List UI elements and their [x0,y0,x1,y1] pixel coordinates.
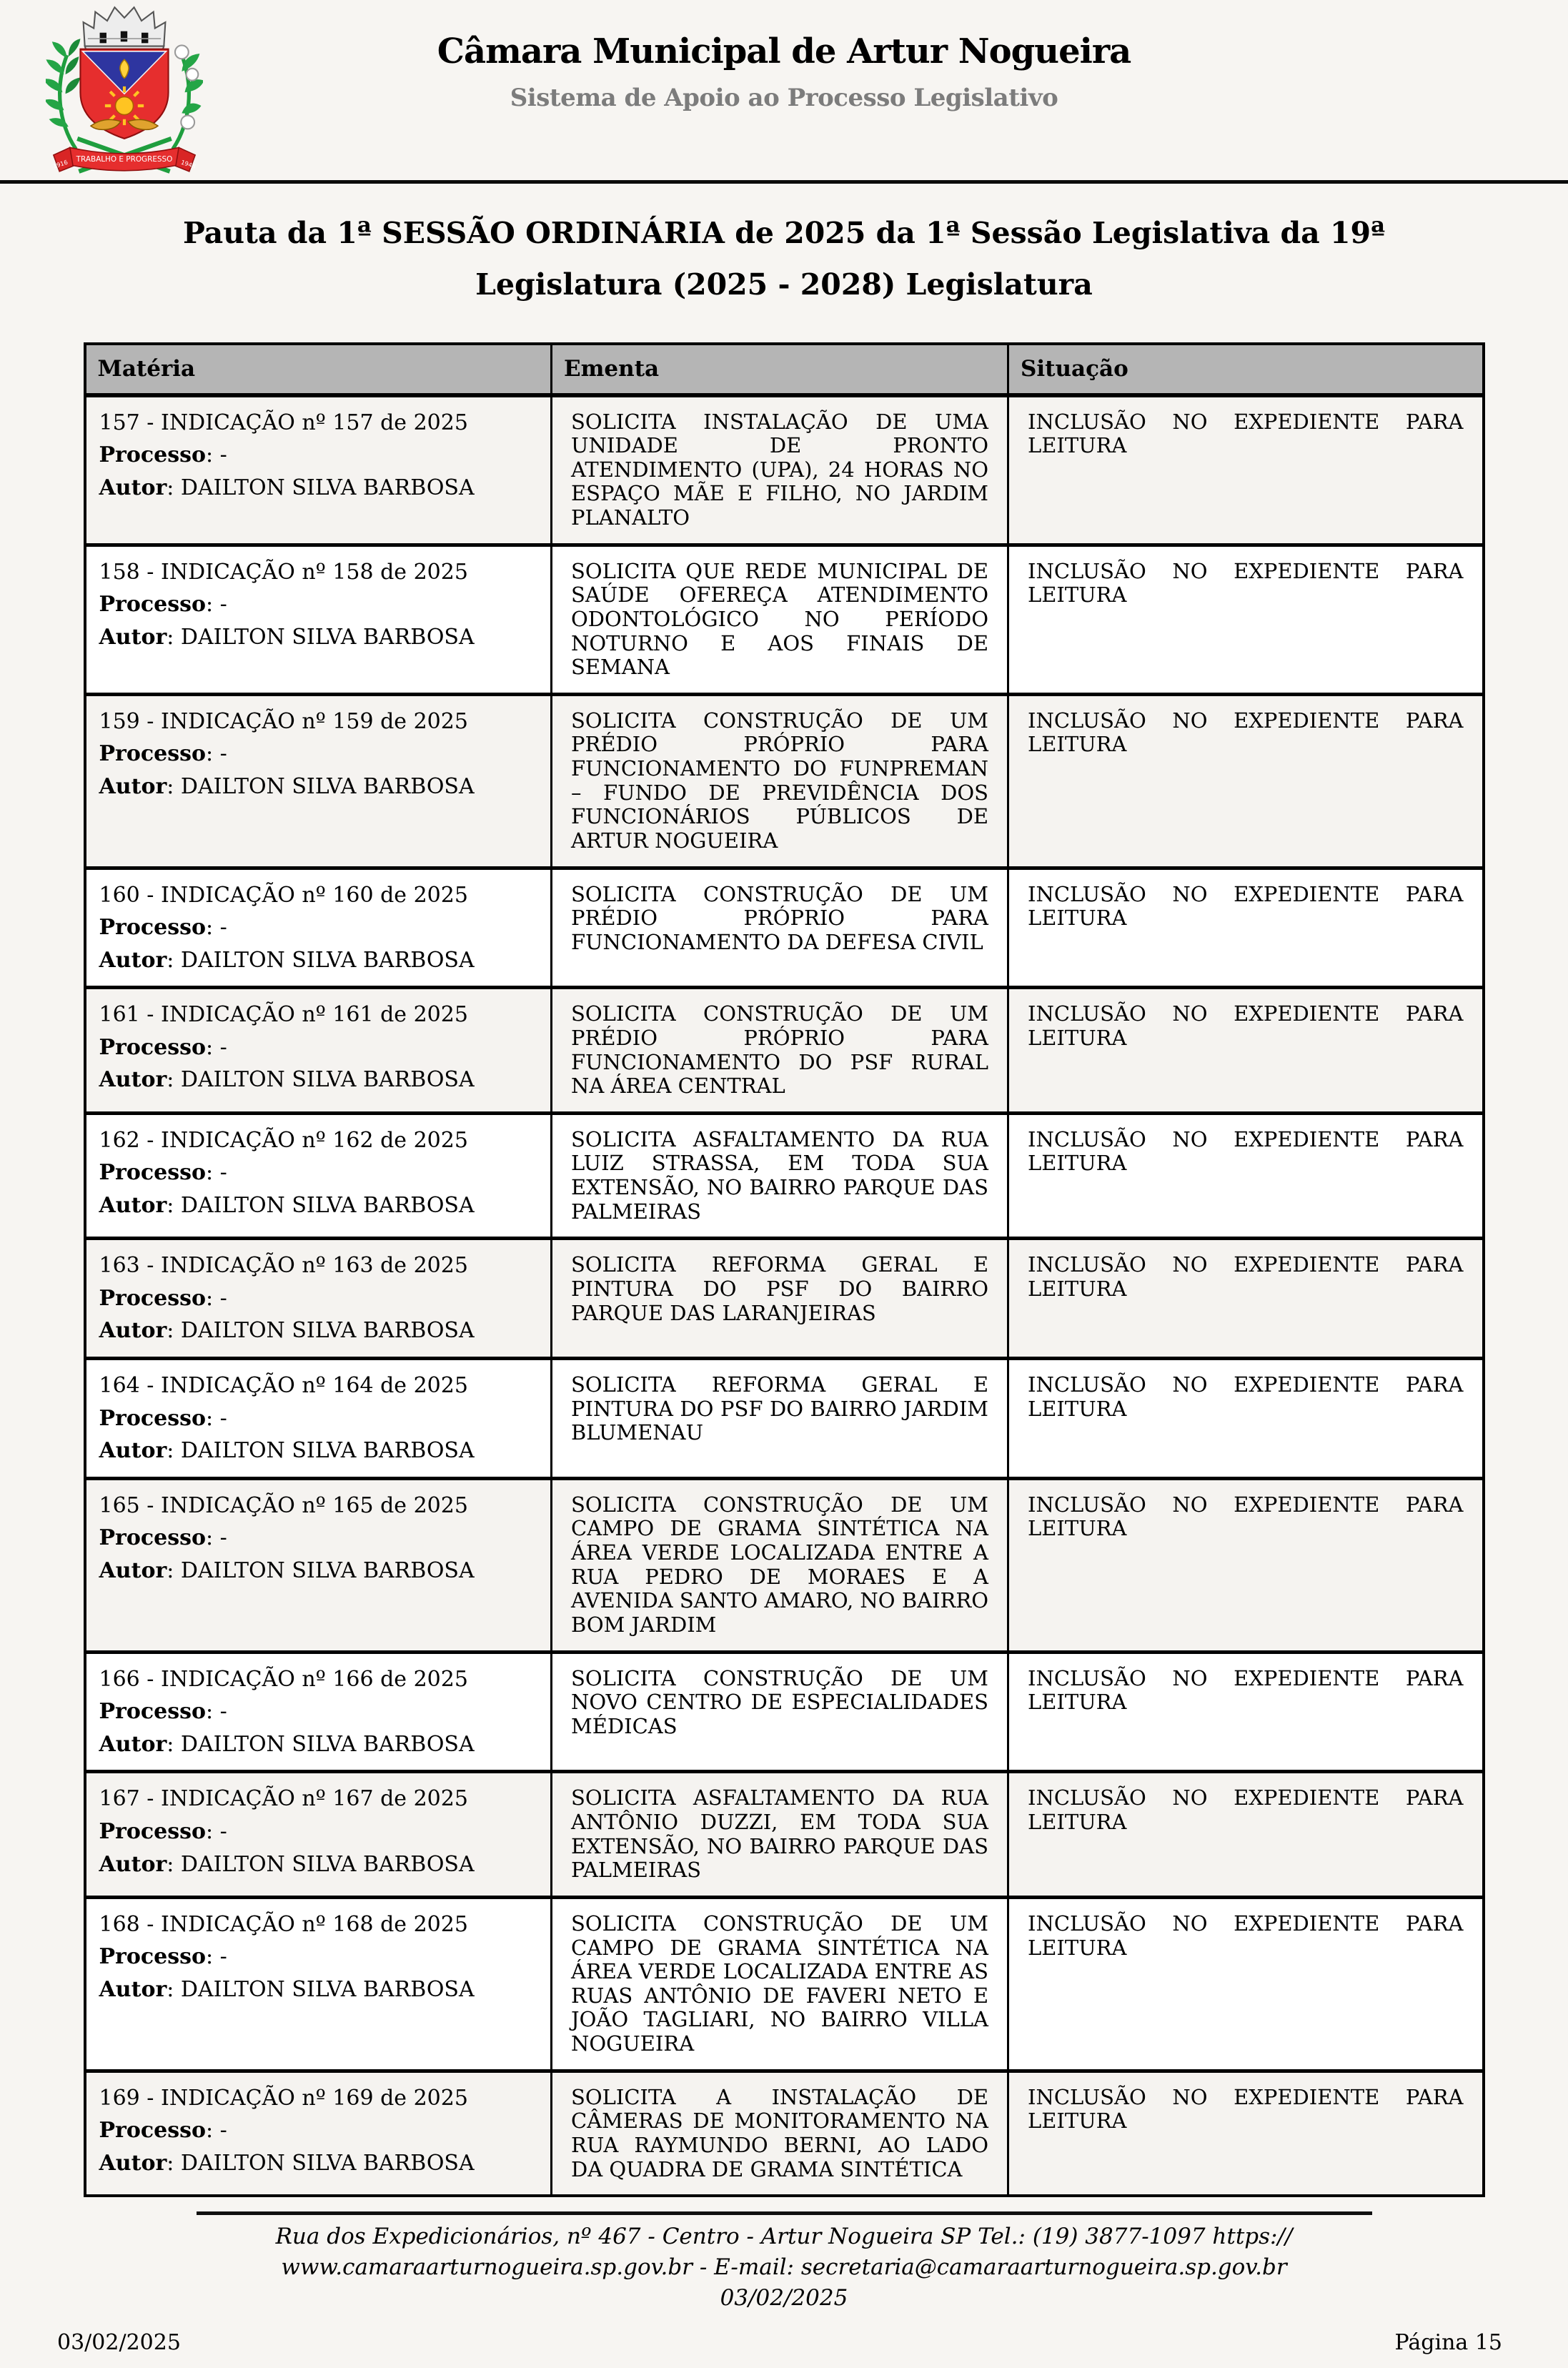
autor-value: : DAILTON SILVA BARBOSA [167,2150,475,2176]
footer-address-line1: Rua dos Expedicionários, nº 467 - Centro - Artur Nogueira SP Tel.: (19) 3877-1097 https:// [275,2224,1293,2249]
autor-value: : DAILTON SILVA BARBOSA [167,624,475,650]
processo-value: : - [206,741,227,767]
autor-label: Autor [99,475,167,500]
processo-line [99,1034,538,1062]
processo-label: Processo [99,1405,207,1431]
materia-cell [85,1652,552,1772]
materia-title: 169 - INDICAÇÃO nº 169 de 2025 [99,2085,468,2111]
table-row [85,395,1484,545]
situacao-cell: INCLUSÃO NO EXPEDIENTE PARA LEITURA [1008,1772,1484,1898]
shield-icon [80,49,168,139]
materia-title: 158 - INDICAÇÃO nº 158 de 2025 [99,559,468,585]
processo-label: Processo [99,1818,207,1844]
ementa-cell: SOLICITA CONSTRUÇÃO DE UM PRÉDIO PRÓPRIO PARA FUNCIONAMENTO DO PSF RURAL NA ÁREA CENTRAL [552,988,1008,1114]
agenda-table-body [85,395,1484,2196]
table-row [85,1359,1484,1479]
materia-cell [85,694,552,868]
processo-value: : - [206,915,227,941]
autor-label: Autor [99,1067,167,1093]
autor-line [99,1066,538,1094]
motto-text: TRABALHO E PROGRESSO [76,155,173,164]
materia-title: 161 - INDICAÇÃO nº 161 de 2025 [99,1002,468,1028]
situacao-cell: INCLUSÃO NO EXPEDIENTE PARA LEITURA [1008,988,1484,1114]
processo-label: Processo [99,592,207,618]
year-right-text: 1948 [179,158,197,170]
processo-line [99,1698,538,1726]
autor-value: : DAILTON SILVA BARBOSA [167,1067,475,1093]
materia-title: 157 - INDICAÇÃO nº 157 de 2025 [99,410,468,435]
autor-value: : DAILTON SILVA BARBOSA [167,1731,475,1757]
table-row [85,988,1484,1114]
processo-line [99,1524,538,1552]
situacao-cell: INCLUSÃO NO EXPEDIENTE PARA LEITURA [1008,868,1484,988]
materia-cell [85,1897,552,2071]
autor-line [99,1976,538,2004]
autor-line [99,1437,538,1465]
materia-title: 166 - INDICAÇÃO nº 166 de 2025 [99,1666,468,1692]
situacao-cell: INCLUSÃO NO EXPEDIENTE PARA LEITURA [1008,1239,1484,1359]
autor-value: : DAILTON SILVA BARBOSA [167,1977,475,2003]
table-row [85,868,1484,988]
ementa-cell: SOLICITA ASFALTAMENTO DA RUA LUIZ STRASSA, EM TODA SUA EXTENSÃO, NO BAIRRO PARQUE DAS PALMEIRAS [552,1113,1008,1239]
ementa-cell: SOLICITA CONSTRUÇÃO DE UM PRÉDIO PRÓPRIO PARA FUNCIONAMENTO DO FUNPREMAN – FUNDO DE PREVIDÊNCIA DOS FUNCIONÁRIOS PÚBLICOS DE ARTUR NOGUEIRA [552,694,1008,868]
column-header-materia: Matéria [85,344,552,395]
autor-label: Autor [99,773,167,799]
ementa-cell: SOLICITA CONSTRUÇÃO DE UM CAMPO DE GRAMA SINTÉTICA NA ÁREA VERDE LOCALIZADA ENTRE AS RUAS ANTÔNIO DE FAVERI NETO E JOÃO TAGLIARI, NO BAIRRO VILLA NOGUEIRA [552,1897,1008,2071]
processo-value: : - [206,592,227,618]
ementa-cell: SOLICITA REFORMA GERAL E PINTURA DO PSF DO BAIRRO PARQUE DAS LARANJEIRAS [552,1239,1008,1359]
table-row [85,1113,1484,1239]
materia-cell [85,988,552,1114]
autor-value: : DAILTON SILVA BARBOSA [167,475,475,500]
materia-cell [85,1478,552,1652]
autor-line [99,474,538,502]
materia-title: 163 - INDICAÇÃO nº 163 de 2025 [99,1253,468,1279]
processo-label: Processo [99,2118,207,2144]
autor-label: Autor [99,624,167,650]
organization-subtitle: Sistema de Apoio ao Processo Legislativo [510,83,1058,112]
autor-label: Autor [99,947,167,973]
table-row [85,1239,1484,1359]
processo-line [99,1284,538,1313]
processo-label: Processo [99,741,207,767]
page-title [0,208,1568,311]
processo-value: : - [206,1285,227,1311]
processo-label: Processo [99,1525,207,1551]
ementa-cell: SOLICITA QUE REDE MUNICIPAL DE SAÚDE OFEREÇA ATENDIMENTO ODONTOLÓGICO NO PERÍODO NOTURNO E AOS FINAIS DE SEMANA [552,545,1008,694]
header-row [85,344,1484,395]
autor-value: : DAILTON SILVA BARBOSA [167,1851,475,1877]
autor-value: : DAILTON SILVA BARBOSA [167,947,475,973]
bottom-bar [0,2330,1568,2355]
autor-line [99,1730,538,1759]
materia-title: 160 - INDICAÇÃO nº 160 de 2025 [99,882,468,908]
autor-label: Autor [99,1318,167,1344]
situacao-cell: INCLUSÃO NO EXPEDIENTE PARA LEITURA [1008,1113,1484,1239]
table-row [85,1478,1484,1652]
organization-title: Câmara Municipal de Artur Nogueira [437,31,1131,71]
right-branch-icon [173,45,203,149]
materia-cell [85,545,552,694]
bottom-date: 03/02/2025 [57,2330,181,2355]
page-title-line2: Legislatura (2025 - 2028) Legislatura [475,267,1093,302]
motto-ribbon-icon [52,147,197,171]
autor-line [99,946,538,975]
table-row [85,1897,1484,2071]
ementa-cell: SOLICITA CONSTRUÇÃO DE UM CAMPO DE GRAMA SINTÉTICA NA ÁREA VERDE LOCALIZADA ENTRE A RUA PEDRO DE MORAES E A AVENIDA SANTO AMARO, NO BAIRRO BOM JARDIM [552,1478,1008,1652]
processo-line [99,2116,538,2145]
materia-cell [85,1359,552,1479]
autor-line [99,1192,538,1220]
footer-date: 03/02/2025 [720,2284,848,2311]
materia-cell [85,1772,552,1898]
processo-line [99,1943,538,1971]
ementa-cell: SOLICITA REFORMA GERAL E PINTURA DO PSF DO BAIRRO JARDIM BLUMENAU [552,1359,1008,1479]
processo-line [99,441,538,470]
processo-line [99,740,538,768]
page-number: Página 15 [1394,2330,1502,2355]
page-footer [0,2211,1568,2313]
materia-cell [85,1113,552,1239]
processo-value: : - [206,2118,227,2144]
processo-value: : - [206,1699,227,1725]
processo-label: Processo [99,1944,207,1970]
processo-value: : - [206,1034,227,1060]
processo-label: Processo [99,915,207,941]
processo-label: Processo [99,1699,207,1725]
table-row [85,1772,1484,1898]
processo-label: Processo [99,1285,207,1311]
situacao-cell: INCLUSÃO NO EXPEDIENTE PARA LEITURA [1008,545,1484,694]
materia-cell [85,1239,552,1359]
processo-value: : - [206,1405,227,1431]
autor-label: Autor [99,1438,167,1464]
processo-line [99,590,538,619]
autor-value: : DAILTON SILVA BARBOSA [167,1318,475,1344]
ementa-cell: SOLICITA CONSTRUÇÃO DE UM PRÉDIO PRÓPRIO PARA FUNCIONAMENTO DA DEFESA CIVIL [552,868,1008,988]
situacao-cell: INCLUSÃO NO EXPEDIENTE PARA LEITURA [1008,1478,1484,1652]
materia-cell [85,868,552,988]
materia-title: 168 - INDICAÇÃO nº 168 de 2025 [99,1911,468,1937]
materia-title: 159 - INDICAÇÃO nº 159 de 2025 [99,708,468,734]
column-header-ementa: Ementa [552,344,1008,395]
autor-label: Autor [99,1731,167,1757]
table-row [85,694,1484,868]
left-branch-icon [46,39,80,149]
processo-value: : - [206,1944,227,1970]
footer-divider [197,2211,1372,2215]
autor-label: Autor [99,1192,167,1218]
crown-icon [84,7,166,55]
autor-value: : DAILTON SILVA BARBOSA [167,773,475,799]
ementa-cell: SOLICITA ASFALTAMENTO DA RUA ANTÔNIO DUZZI, EM TODA SUA EXTENSÃO, NO BAIRRO PARQUE DAS PALMEIRAS [552,1772,1008,1898]
processo-label: Processo [99,1160,207,1186]
footer-address [0,2221,1568,2313]
agenda-table [84,342,1485,2198]
table-row [85,1652,1484,1772]
situacao-cell: INCLUSÃO NO EXPEDIENTE PARA LEITURA [1008,1652,1484,1772]
processo-label: Processo [99,1034,207,1060]
processo-value: : - [206,1525,227,1551]
processo-value: : - [206,1818,227,1844]
processo-value: : - [206,442,227,468]
municipal-coat-of-arms-icon [46,3,203,174]
autor-line [99,1557,538,1585]
materia-title: 164 - INDICAÇÃO nº 164 de 2025 [99,1373,468,1399]
masthead [0,0,1568,180]
autor-line [99,2149,538,2178]
footer-address-line2: www.camaraarturnogueira.sp.gov.br - E-mail: secretaria@camaraarturnogueira.sp.gov.br [281,2254,1287,2280]
autor-label: Autor [99,1558,167,1584]
autor-line [99,773,538,801]
agenda-table-header [85,344,1484,395]
autor-value: : DAILTON SILVA BARBOSA [167,1438,475,1464]
autor-line [99,1851,538,1879]
column-header-situacao: Situação [1008,344,1484,395]
autor-line [99,1317,538,1345]
autor-value: : DAILTON SILVA BARBOSA [167,1558,475,1584]
situacao-cell: INCLUSÃO NO EXPEDIENTE PARA LEITURA [1008,2071,1484,2196]
ementa-cell: SOLICITA A INSTALAÇÃO DE CÂMERAS DE MONITORAMENTO NA RUA RAYMUNDO BERNI, AO LADO DA QUADRA DE GRAMA SINTÉTICA [552,2071,1008,2196]
materia-cell [85,2071,552,2196]
autor-label: Autor [99,2150,167,2176]
autor-value: : DAILTON SILVA BARBOSA [167,1192,475,1218]
masthead-text [0,0,1568,112]
situacao-cell: INCLUSÃO NO EXPEDIENTE PARA LEITURA [1008,1359,1484,1479]
materia-title: 162 - INDICAÇÃO nº 162 de 2025 [99,1127,468,1153]
autor-label: Autor [99,1977,167,2003]
situacao-cell: INCLUSÃO NO EXPEDIENTE PARA LEITURA [1008,1897,1484,2071]
processo-line [99,1818,538,1846]
year-left-text: 1916 [51,158,69,170]
autor-line [99,623,538,652]
processo-line [99,1405,538,1433]
materia-title: 167 - INDICAÇÃO nº 167 de 2025 [99,1786,468,1812]
situacao-cell: INCLUSÃO NO EXPEDIENTE PARA LEITURA [1008,395,1484,545]
ementa-cell: SOLICITA INSTALAÇÃO DE UMA UNIDADE DE PRONTO ATENDIMENTO (UPA), 24 HORAS NO ESPAÇO MÃE E FILHO, NO JARDIM PLANALTO [552,395,1008,545]
header-divider [0,180,1568,184]
ementa-cell: SOLICITA CONSTRUÇÃO DE UM NOVO CENTRO DE ESPECIALIDADES MÉDICAS [552,1652,1008,1772]
autor-label: Autor [99,1851,167,1877]
processo-line [99,1159,538,1187]
processo-label: Processo [99,442,207,468]
page-title-line1: Pauta da 1ª SESSÃO ORDINÁRIA de 2025 da 1ª Sessão Legislativa da 19ª [182,216,1386,250]
table-row [85,545,1484,694]
processo-value: : - [206,1160,227,1186]
processo-line [99,913,538,942]
materia-title: 165 - INDICAÇÃO nº 165 de 2025 [99,1492,468,1518]
situacao-cell: INCLUSÃO NO EXPEDIENTE PARA LEITURA [1008,694,1484,868]
table-row [85,2071,1484,2196]
materia-cell [85,395,552,545]
